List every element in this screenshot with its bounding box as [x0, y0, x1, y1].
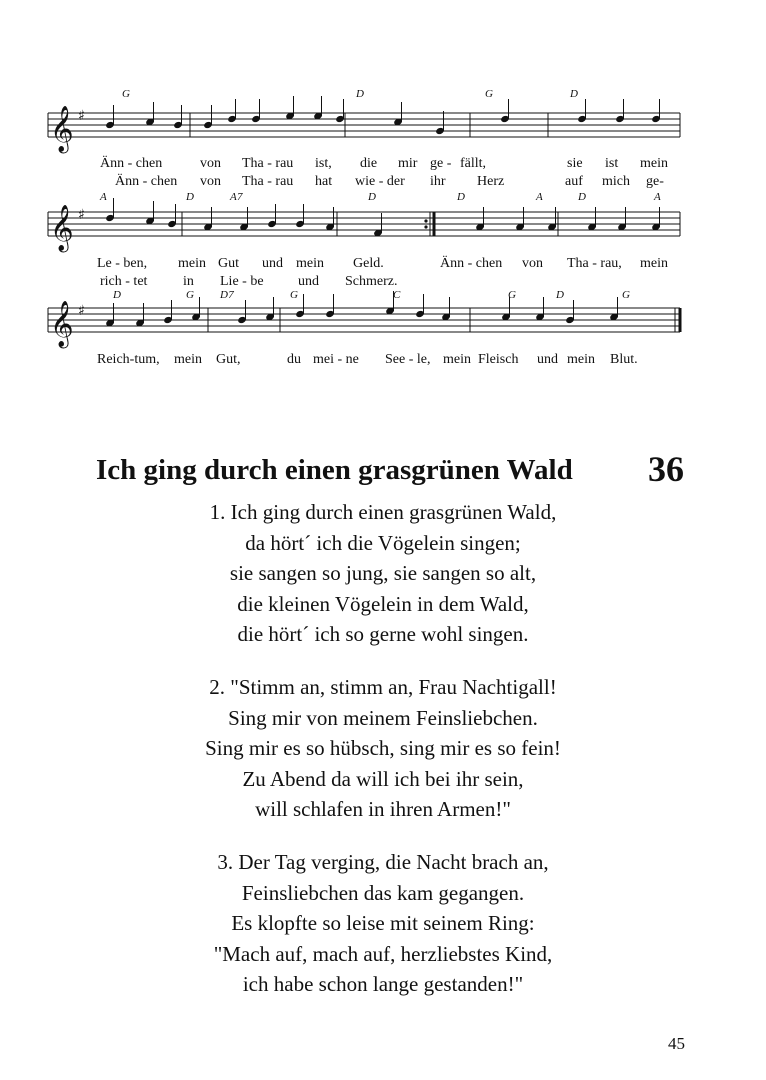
lyric: mich	[602, 174, 630, 189]
sharp-icon: ♯	[78, 207, 85, 223]
verse-line: Feinsliebchen das kam gegangen.	[241, 880, 525, 905]
page-number: 45	[668, 1034, 685, 1053]
lyric: mei - ne	[313, 352, 359, 367]
verse-line: "Mach auf, mach auf, herzliebstes Kind,	[213, 941, 553, 966]
verse-line: die hört´ ich so gerne wohl singen.	[237, 622, 529, 646]
verse-line: Zu Abend da will ich bei ihr sein,	[242, 766, 524, 791]
verse-line: will schlafen in ihren Armen!"	[255, 797, 511, 821]
lyric: du	[287, 352, 301, 367]
lyric: hat	[315, 174, 333, 189]
lyric: Le - ben,	[97, 256, 148, 271]
lyric: Geld.	[353, 256, 384, 271]
chord: D	[368, 191, 377, 203]
lyric: ge-	[646, 174, 664, 189]
chord: D	[356, 88, 365, 100]
lyric: mein	[640, 156, 668, 171]
lyric: die	[360, 156, 378, 171]
lyric: Tha - rau	[242, 156, 294, 171]
lyric: Lie - be	[220, 274, 264, 289]
treble-clef-icon: 𝄞	[50, 205, 74, 251]
chord: G	[122, 88, 131, 100]
lyric: ist,	[315, 156, 332, 171]
lyric: und	[298, 274, 319, 289]
lyric: Gut	[218, 256, 239, 271]
chord: C	[393, 289, 401, 301]
verse-line: Sing mir von meinem Feinsliebchen.	[228, 705, 538, 730]
chord: G	[508, 289, 517, 301]
lyric: Änn - chen	[100, 156, 163, 171]
lyric: von	[522, 256, 543, 271]
chord: A	[654, 191, 662, 203]
lyric: und	[537, 352, 558, 367]
lyric: mein	[640, 256, 668, 271]
lyric: Tha - rau	[242, 174, 294, 189]
lyric: Reich-tum,	[97, 352, 160, 367]
treble-clef-icon: 𝄞	[50, 301, 74, 347]
chord: G	[622, 289, 631, 301]
lyric: und	[262, 256, 283, 271]
repeat-dot	[424, 219, 427, 222]
verse-line: 3. Der Tag verging, die Nacht brach an,	[217, 850, 549, 874]
sharp-icon: ♯	[78, 303, 85, 319]
lyric: Fleisch	[478, 352, 519, 367]
lyric: Gut,	[216, 352, 241, 367]
verse-2	[0, 672, 766, 825]
chord: A7	[230, 191, 243, 203]
lyric: Änn - chen	[440, 256, 503, 271]
lyric: rich - tet	[100, 274, 148, 289]
treble-clef-icon: 𝄞	[50, 106, 74, 152]
lyric: Herz	[477, 174, 505, 189]
lyric: ge -	[430, 156, 452, 171]
sheet-music	[0, 0, 766, 400]
chord: A	[536, 191, 544, 203]
lyric: mein	[443, 352, 471, 367]
verse-line: Sing mir es so hübsch, sing mir es so fein!	[205, 736, 561, 760]
chord: D	[186, 191, 195, 203]
song-title: Ich ging durch einen grasgrünen Wald	[96, 454, 573, 486]
lyric: wie - der	[355, 174, 405, 189]
verse-line: sie sangen so jung, sie sangen so alt,	[229, 561, 537, 585]
verse-line: 1. Ich ging durch einen grasgrünen Wald,	[209, 500, 557, 524]
lyric: in	[183, 274, 194, 289]
chord: G	[186, 289, 195, 301]
lyric: Änn - chen	[115, 174, 178, 189]
verse-line: ich habe schon lange gestanden!"	[242, 972, 524, 996]
verse-line: da hört´ ich die Vögelein singen;	[245, 530, 521, 555]
lyric: mein	[178, 256, 206, 271]
verse-1	[0, 497, 766, 650]
song-number: 36	[648, 449, 684, 489]
chord: D	[578, 191, 587, 203]
chord: A	[100, 191, 108, 203]
song-header	[96, 448, 696, 492]
sharp-icon: ♯	[78, 108, 85, 124]
lyric: von	[200, 156, 221, 171]
verse-line: die kleinen Vögelein in dem Wald,	[237, 591, 529, 616]
lyric: fällt,	[460, 156, 487, 171]
lyric: ist	[605, 156, 619, 171]
verse-line: 2. "Stimm an, stimm an, Frau Nachtigall!	[209, 675, 557, 699]
chord: D	[570, 88, 579, 100]
lyric: auf	[565, 174, 583, 189]
lyric: ihr	[430, 174, 446, 189]
lyric: mein	[296, 256, 324, 271]
chord: D	[457, 191, 466, 203]
chord: G	[485, 88, 494, 100]
verse-3	[0, 847, 766, 1000]
verse-line: Es klopfte so leise mit seinem Ring:	[231, 911, 535, 935]
lyric: mein	[567, 352, 595, 367]
staff-lines	[0, 0, 766, 400]
lyric: See - le,	[385, 352, 431, 367]
lyric: mein	[174, 352, 202, 367]
chord: G	[290, 289, 299, 301]
lyric: sie	[567, 156, 583, 171]
chord: D	[556, 289, 565, 301]
repeat-dot	[424, 225, 427, 228]
chord: D7	[220, 289, 235, 301]
lyric: Blut.	[610, 352, 638, 367]
lyric: mir	[398, 156, 418, 171]
lyric: von	[200, 174, 221, 189]
chord: D	[113, 289, 122, 301]
lyric: Schmerz.	[345, 274, 398, 289]
lyric: Tha - rau,	[567, 256, 622, 271]
